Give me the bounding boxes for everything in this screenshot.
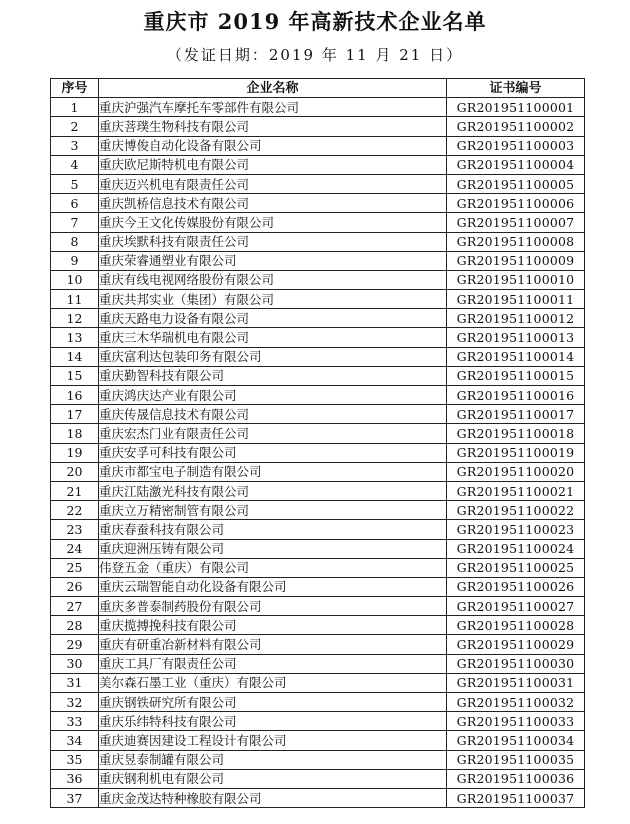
certificate-number-cell: GR201951100022 xyxy=(447,501,585,520)
certificate-number-cell: GR201951100029 xyxy=(447,635,585,654)
company-name-cell: 重庆有研重冶新材料有限公司 xyxy=(99,635,447,654)
table-row xyxy=(51,616,585,635)
table-row xyxy=(51,673,585,692)
serial-number-cell: 5 xyxy=(51,174,99,193)
company-name-cell: 重庆迪赛因建设工程设计有限公司 xyxy=(99,731,447,750)
company-name-cell: 重庆埃默科技有限责任公司 xyxy=(99,232,447,251)
certificate-number-cell: GR201951100014 xyxy=(447,347,585,366)
certificate-number-cell: GR201951100003 xyxy=(447,136,585,155)
serial-number-cell: 22 xyxy=(51,501,99,520)
table-row xyxy=(51,539,585,558)
serial-number-cell: 36 xyxy=(51,769,99,788)
company-name-cell: 伟登五金（重庆）有限公司 xyxy=(99,558,447,577)
serial-number-cell: 3 xyxy=(51,136,99,155)
table-row xyxy=(51,424,585,443)
company-name-cell: 重庆鸿庆达产业有限公司 xyxy=(99,386,447,405)
company-name-cell: 重庆迎洲压铸有限公司 xyxy=(99,539,447,558)
table-row xyxy=(51,712,585,731)
company-name-cell: 重庆安孚可科技有限公司 xyxy=(99,443,447,462)
serial-number-cell: 12 xyxy=(51,309,99,328)
table-row xyxy=(51,290,585,309)
serial-number-cell: 9 xyxy=(51,251,99,270)
company-name-cell: 重庆天路电力设备有限公司 xyxy=(99,309,447,328)
serial-number-cell: 25 xyxy=(51,558,99,577)
company-name-cell: 重庆欧尼斯特机电有限公司 xyxy=(99,155,447,174)
issue-date-subtitle: （发证日期：2019 年 11 月 21 日） xyxy=(166,46,464,64)
serial-number-cell: 31 xyxy=(51,673,99,692)
table-row xyxy=(51,597,585,616)
company-name-cell: 重庆江陆激光科技有限公司 xyxy=(99,481,447,500)
page-title: 重庆市 2019 年高新技术企业名单 xyxy=(143,9,487,34)
serial-number-cell: 15 xyxy=(51,366,99,385)
serial-number-cell: 19 xyxy=(51,443,99,462)
table-row xyxy=(51,366,585,385)
company-name-cell: 重庆沪强汽车摩托车零部件有限公司 xyxy=(99,98,447,117)
company-name-cell: 重庆三木华瑞机电有限公司 xyxy=(99,328,447,347)
table-row xyxy=(51,174,585,193)
table-row xyxy=(51,251,585,270)
certificate-number-cell: GR201951100025 xyxy=(447,558,585,577)
certificate-number-cell: GR201951100028 xyxy=(447,616,585,635)
table-row xyxy=(51,443,585,462)
certificate-number-cell: GR201951100001 xyxy=(447,98,585,117)
table-row xyxy=(51,788,585,807)
table-row xyxy=(51,558,585,577)
company-name-cell: 重庆共邦实业（集团）有限公司 xyxy=(99,290,447,309)
table-row xyxy=(51,501,585,520)
company-name-cell: 重庆今王文化传媒股份有限公司 xyxy=(99,213,447,232)
certificate-number-cell: GR201951100034 xyxy=(447,731,585,750)
company-name-cell: 重庆昱泰制罐有限公司 xyxy=(99,750,447,769)
certificate-number-cell: GR201951100004 xyxy=(447,155,585,174)
certificate-number-cell: GR201951100023 xyxy=(447,520,585,539)
certificate-number-cell: GR201951100024 xyxy=(447,539,585,558)
serial-number-cell: 17 xyxy=(51,405,99,424)
serial-number-cell: 7 xyxy=(51,213,99,232)
company-name-cell: 重庆传晟信息技术有限公司 xyxy=(99,405,447,424)
table-row xyxy=(51,213,585,232)
table-row xyxy=(51,155,585,174)
certificate-number-cell: GR201951100009 xyxy=(447,251,585,270)
company-name-cell: 重庆立万精密制管有限公司 xyxy=(99,501,447,520)
company-name-cell: 美尔森石墨工业（重庆）有限公司 xyxy=(99,673,447,692)
serial-number-cell: 34 xyxy=(51,731,99,750)
certificate-number-cell: GR201951100037 xyxy=(447,788,585,807)
serial-number-cell: 33 xyxy=(51,712,99,731)
certificate-number-cell: GR201951100035 xyxy=(447,750,585,769)
table-row xyxy=(51,577,585,596)
serial-number-cell: 28 xyxy=(51,616,99,635)
table-row xyxy=(51,462,585,481)
certificate-number-cell: GR201951100010 xyxy=(447,270,585,289)
company-name-cell: 重庆有线电视网络股份有限公司 xyxy=(99,270,447,289)
certificate-number-cell: GR201951100030 xyxy=(447,654,585,673)
company-name-cell: 重庆揽搏挽科技有限公司 xyxy=(99,616,447,635)
company-name-cell: 重庆钢铁研究所有限公司 xyxy=(99,693,447,712)
table-row xyxy=(51,194,585,213)
serial-number-cell: 30 xyxy=(51,654,99,673)
table-row xyxy=(51,270,585,289)
serial-number-cell: 8 xyxy=(51,232,99,251)
certificate-number-cell: GR201951100005 xyxy=(447,174,585,193)
table-row xyxy=(51,232,585,251)
certificate-number-cell: GR201951100019 xyxy=(447,443,585,462)
serial-number-cell: 10 xyxy=(51,270,99,289)
serial-number-cell: 24 xyxy=(51,539,99,558)
header-serial-number: 序号 xyxy=(51,79,99,98)
company-name-cell: 重庆钢利机电有限公司 xyxy=(99,769,447,788)
table-row xyxy=(51,386,585,405)
header-row xyxy=(51,79,585,98)
serial-number-cell: 2 xyxy=(51,117,99,136)
serial-number-cell: 6 xyxy=(51,194,99,213)
serial-number-cell: 11 xyxy=(51,290,99,309)
table-row xyxy=(51,635,585,654)
certificate-number-cell: GR201951100027 xyxy=(447,597,585,616)
serial-number-cell: 29 xyxy=(51,635,99,654)
certificate-number-cell: GR201951100017 xyxy=(447,405,585,424)
serial-number-cell: 1 xyxy=(51,98,99,117)
serial-number-cell: 21 xyxy=(51,481,99,500)
table-body xyxy=(51,98,585,808)
certificate-number-cell: GR201951100015 xyxy=(447,366,585,385)
table-row xyxy=(51,693,585,712)
company-name-cell: 重庆市都宝电子制造有限公司 xyxy=(99,462,447,481)
table-row xyxy=(51,328,585,347)
table-row xyxy=(51,481,585,500)
header-company-name: 企业名称 xyxy=(99,79,447,98)
company-name-cell: 重庆富利达包装印务有限公司 xyxy=(99,347,447,366)
table-row xyxy=(51,347,585,366)
company-name-cell: 重庆菩璞生物科技有限公司 xyxy=(99,117,447,136)
serial-number-cell: 14 xyxy=(51,347,99,366)
serial-number-cell: 16 xyxy=(51,386,99,405)
certificate-number-cell: GR201951100002 xyxy=(447,117,585,136)
company-name-cell: 重庆勤智科技有限公司 xyxy=(99,366,447,385)
certificate-number-cell: GR201951100008 xyxy=(447,232,585,251)
certificate-number-cell: GR201951100026 xyxy=(447,577,585,596)
certificate-number-cell: GR201951100007 xyxy=(447,213,585,232)
certificate-number-cell: GR201951100033 xyxy=(447,712,585,731)
company-name-cell: 重庆乐纬特科技有限公司 xyxy=(99,712,447,731)
certificate-number-cell: GR201951100031 xyxy=(447,673,585,692)
serial-number-cell: 26 xyxy=(51,577,99,596)
table-row xyxy=(51,117,585,136)
header-certificate-number: 证书编号 xyxy=(447,79,585,98)
certificate-number-cell: GR201951100020 xyxy=(447,462,585,481)
serial-number-cell: 32 xyxy=(51,693,99,712)
table-header xyxy=(51,79,585,98)
table-row xyxy=(51,769,585,788)
company-name-cell: 重庆迈兴机电有限责任公司 xyxy=(99,174,447,193)
serial-number-cell: 35 xyxy=(51,750,99,769)
company-name-cell: 重庆凯桥信息技术有限公司 xyxy=(99,194,447,213)
table-row xyxy=(51,520,585,539)
company-name-cell: 重庆金茂达特种橡胶有限公司 xyxy=(99,788,447,807)
table-row xyxy=(51,731,585,750)
serial-number-cell: 23 xyxy=(51,520,99,539)
table-row xyxy=(51,654,585,673)
certificate-number-cell: GR201951100011 xyxy=(447,290,585,309)
table-row xyxy=(51,309,585,328)
table-row xyxy=(51,750,585,769)
certificate-number-cell: GR201951100021 xyxy=(447,481,585,500)
company-name-cell: 重庆宏杰门业有限责任公司 xyxy=(99,424,447,443)
company-name-cell: 重庆工具厂有限责任公司 xyxy=(99,654,447,673)
serial-number-cell: 27 xyxy=(51,597,99,616)
serial-number-cell: 20 xyxy=(51,462,99,481)
table-row xyxy=(51,405,585,424)
certificate-number-cell: GR201951100013 xyxy=(447,328,585,347)
enterprise-table xyxy=(50,78,585,808)
serial-number-cell: 18 xyxy=(51,424,99,443)
serial-number-cell: 4 xyxy=(51,155,99,174)
certificate-number-cell: GR201951100006 xyxy=(447,194,585,213)
table-row xyxy=(51,136,585,155)
serial-number-cell: 13 xyxy=(51,328,99,347)
company-name-cell: 重庆云瑞智能自动化设备有限公司 xyxy=(99,577,447,596)
certificate-number-cell: GR201951100012 xyxy=(447,309,585,328)
company-name-cell: 重庆春蚕科技有限公司 xyxy=(99,520,447,539)
certificate-number-cell: GR201951100018 xyxy=(447,424,585,443)
serial-number-cell: 37 xyxy=(51,788,99,807)
table-row xyxy=(51,98,585,117)
certificate-number-cell: GR201951100036 xyxy=(447,769,585,788)
company-name-cell: 重庆多普泰制药股份有限公司 xyxy=(99,597,447,616)
company-name-cell: 重庆荣睿通塑业有限公司 xyxy=(99,251,447,270)
certificate-number-cell: GR201951100032 xyxy=(447,693,585,712)
company-name-cell: 重庆博俊自动化设备有限公司 xyxy=(99,136,447,155)
certificate-number-cell: GR201951100016 xyxy=(447,386,585,405)
